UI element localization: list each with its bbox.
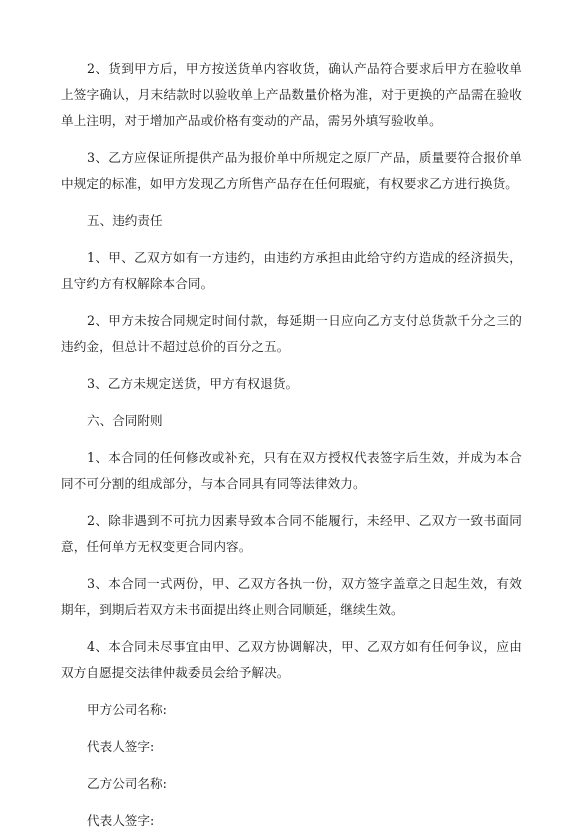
clause-6-3: 3、本合同一式两份，甲、乙双方各执一份，双方签字盖章之日起生效，有效期年，到期后若双方未书面提出终止则合同顺延，继续生效。 bbox=[61, 576, 522, 617]
section-6-heading: 六、合同附则 bbox=[87, 413, 163, 428]
clause-5-3: 3、乙方未规定送货，甲方有权退货。 bbox=[87, 376, 299, 391]
clause-5-2: 2、甲方未按合同规定时间付款，每延期一日应向乙方支付总货款千分之三的违约金，但总计不超过总价的百分之五。 bbox=[61, 313, 522, 354]
party-a-company-name: 甲方公司名称: bbox=[87, 702, 167, 717]
clause-4-3: 3、乙方应保证所提供产品为报价单中所规定之原厂产品，质量要符合报价单中规定的标准，如甲方发现乙方所售产品存在任何瑕疵，有权要求乙方进行换货。 bbox=[61, 150, 522, 191]
party-a-representative: 代表人签字: bbox=[87, 739, 155, 754]
party-b-representative: 代表人签字: bbox=[87, 813, 155, 828]
party-b-company-name: 乙方公司名称: bbox=[87, 776, 167, 791]
clause-5-1: 1、甲、乙双方如有一方违约，由违约方承担由此给守约方造成的经济损失，且守约方有权解除本合同。 bbox=[61, 250, 522, 291]
clause-6-1: 1、本合同的任何修改或补充，只有在双方授权代表签字后生效，并成为本合同不可分割的组成部分，与本合同具有同等法律效力。 bbox=[61, 450, 522, 491]
clause-4-2: 2、货到甲方后，甲方按送货单内容收货，确认产品符合要求后甲方在验收单上签字确认，月末结款时以验收单上产品数量价格为准，对于更换的产品需在验收单上注明，对于增加产品或价格有变动的产品，需另外填写验收单。 bbox=[61, 61, 522, 128]
clause-6-2: 2、除非遇到不可抗力因素导致本合同不能履行，未经甲、乙双方一致书面同意，任何单方无权变更合同内容。 bbox=[61, 513, 522, 554]
clause-6-4: 4、本合同未尽事宜由甲、乙双方协调解决，甲、乙双方如有任何争议，应由双方自愿提交法律仲裁委员会给予解决。 bbox=[61, 639, 522, 680]
section-5-heading: 五、违约责任 bbox=[87, 213, 163, 228]
